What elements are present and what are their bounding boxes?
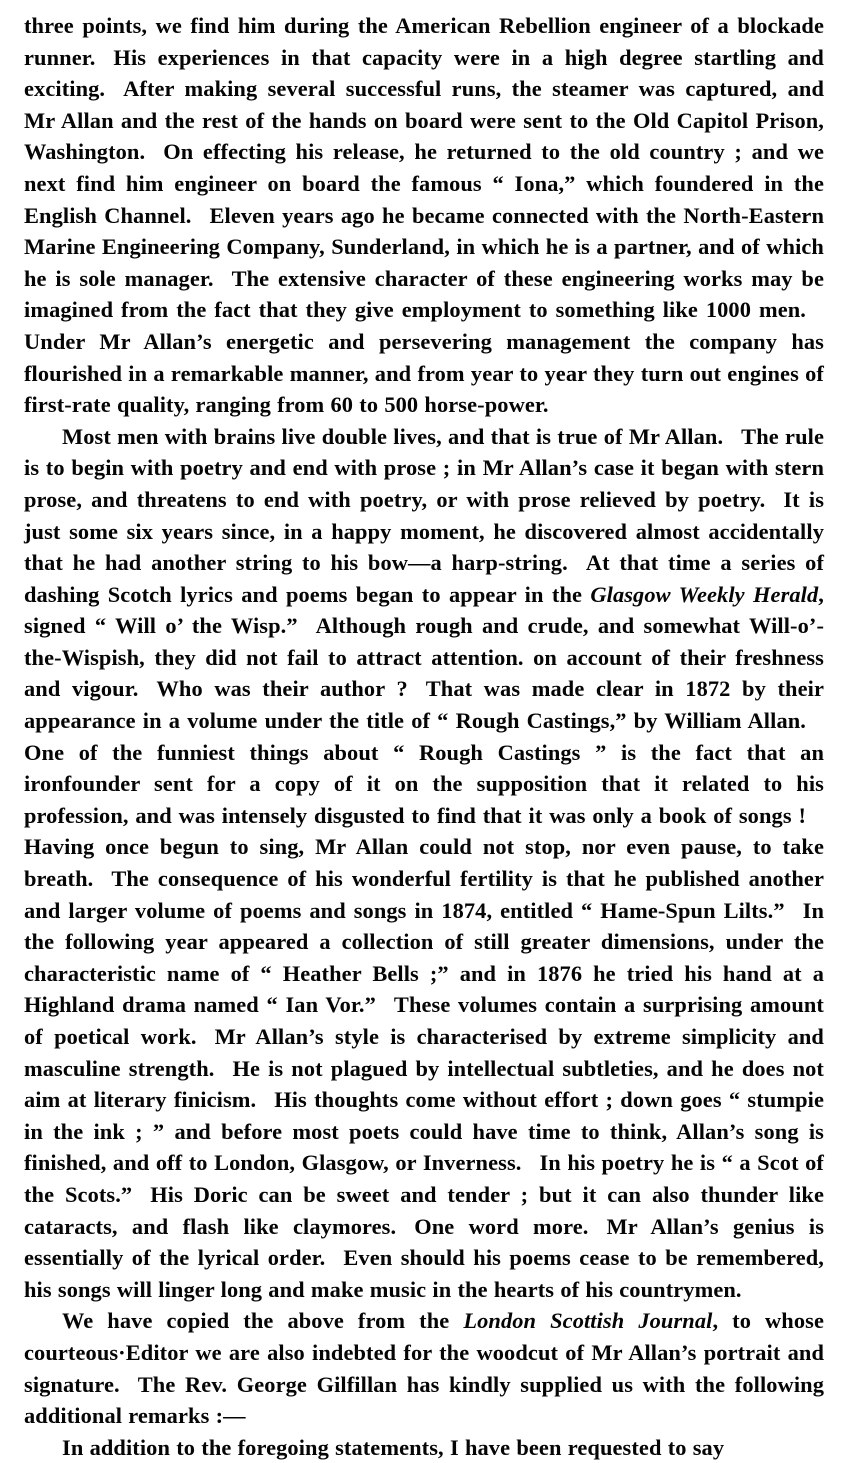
text-run: Even should his poems cease to be remembered, his songs will linger long and make music in the hearts of his countrymen. xyxy=(24,1245,825,1302)
text-run: After making several successful runs, the steamer was captured, and Mr Allan and the rest of the hands on board were sent to the Old Capitol Prison, Washington. xyxy=(24,76,824,165)
text-run: We have copied the above from the xyxy=(62,1308,464,1334)
text-run: At that time a series of dashing Scotch lyrics and poems began to appear in the xyxy=(24,550,824,607)
text-run: , signed “ Will o’ the Wisp.” xyxy=(24,581,824,639)
paragraph xyxy=(24,1432,824,1463)
text-run: In addition to the foregoing statements, I have been requested to say xyxy=(62,1434,725,1460)
italic-title: London Scottish Journal xyxy=(463,1308,713,1334)
text-run: Mr Allan’s style is characterised by extreme simplicity and masculine strength. xyxy=(24,1024,824,1081)
text-run: , to whose courteous·Editor we are also indebted for the woodcut of Mr Allan’s portrait and signature. xyxy=(24,1308,824,1397)
text-run: His Doric can be sweet and tender ; but it can also thunder like cataracts, and flash like claymores. xyxy=(24,1181,824,1239)
text-run: The Rev. George Gilfillan has kindly supplied us with the following additional remarks :— xyxy=(24,1371,824,1429)
text-run: The extensive character of these engineering works may be imagined from the fact that they give employment to something like 1000 men. xyxy=(24,265,824,323)
page-body-text xyxy=(24,10,824,1463)
text-run: Eleven years ago he became connected with the North-Eastern Marine Engineering Company, Sunderland, in which he is a partner, and of which he is sole manager. xyxy=(24,202,824,291)
text-run: three points, we find him during the American Rebellion engineer of a blockade runner. xyxy=(24,13,824,70)
text-run: He is not plagued by intellectual subtleties, and he does not aim at literary finicism. xyxy=(24,1055,824,1113)
text-run: Who was their author ? xyxy=(156,676,408,702)
text-run: Having once begun to sing, Mr Allan could not stop, nor even pause, to take breath. xyxy=(24,834,824,892)
text-run: The consequence of his wonderful fertility is that he published another and larger volume of poems and songs in 1874, entitled “ Hame-Spun Lilts.” xyxy=(24,866,824,923)
text-run: On effecting his release, he returned to the old country ; and we next find him engineer on board the famous “ Iona,” which foundered in the English Channel. xyxy=(24,139,824,228)
paragraph xyxy=(24,1305,824,1431)
italic-title: Glasgow Weekly Herald xyxy=(590,581,819,607)
text-run: It is just some six years since, in a happy moment, he discovered almost accidentally that he had another string to his bow—a harp-string. xyxy=(24,486,825,576)
text-run: His thoughts come without effort ; down goes “ stumpie in the ink ; ” and before most poets could have time to think, Allan’s song is finished, and off to London, Glasgow, or Inverness. xyxy=(24,1087,825,1176)
text-run: Under Mr Allan’s energetic and persevering management the company has flourished in a remarkable manner, and from year to year they turn out engines of first-rate quality, ranging from 60 to 500 horse-power. xyxy=(24,328,824,418)
text-run: His experiences in that capacity were in a high degree startling and exciting. xyxy=(24,44,824,102)
text-run: Although rough and crude, and somewhat Will-o’-the-Wispish, they did not fail to attract attention. on account of their freshness and vigour. xyxy=(24,613,825,702)
text-run: In the following year appeared a collection of still greater dimensions, under the characteristic name of “ Heather Bells ;” and in 1876 he tried his hand at a Highland drama named “ Ian Vor.” xyxy=(24,897,824,1018)
paragraph xyxy=(24,10,824,421)
text-run: That was made clear in 1872 by their appearance in a volume under the title of “ Rough Castings,” by William Allan. xyxy=(24,676,824,734)
text-run: These volumes contain a surprising amount of poetical work. xyxy=(24,992,824,1049)
paragraph xyxy=(24,421,824,1306)
text-run: Most men with brains live double lives, and that is true of Mr Allan. xyxy=(62,423,724,449)
text-run: The rule is to begin with poetry and end with prose ; in Mr Allan’s case it began with stern prose, and threatens to end with poetry, or with prose relieved by poetry. xyxy=(24,423,824,512)
text-run: In his poetry he is “ a Scot of the Scots.” xyxy=(24,1150,824,1207)
text-run: One word more. xyxy=(414,1213,589,1239)
text-run: One of the funniest things about “ Rough Castings ” is the fact that an ironfounder sent for a copy of it on the supposition that it related to his profession, and was intensely disgusted to find that it was only a book of songs ! xyxy=(24,739,824,828)
text-run: Mr Allan’s genius is essentially of the lyrical order. xyxy=(24,1213,825,1271)
